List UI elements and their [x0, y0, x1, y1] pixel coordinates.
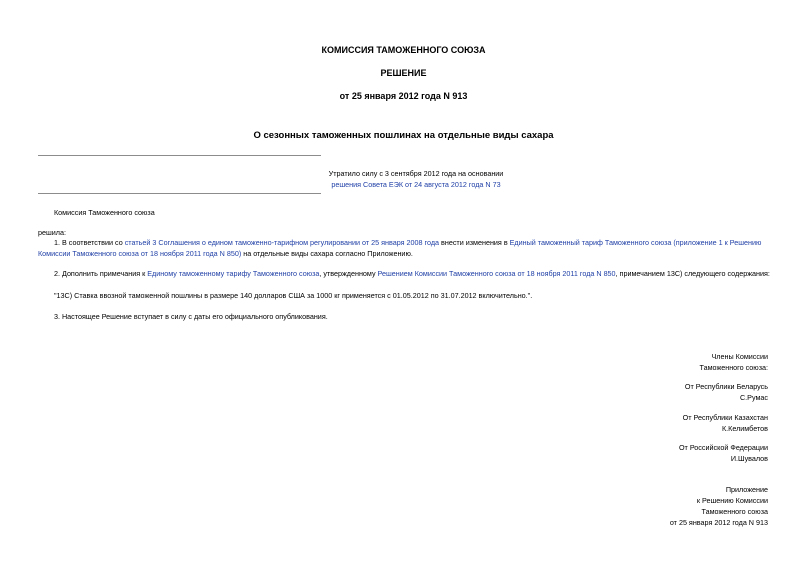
- p1-post: на отдельные виды сахара согласно Приложению.: [241, 249, 413, 258]
- p2-mid: , утвержденному: [319, 269, 378, 278]
- p1-mid: внести изменения в: [439, 238, 510, 247]
- signature-kazakhstan: [683, 412, 768, 434]
- status-link[interactable]: решения Совета ЕЭК от 24 августа 2012 года N 73: [331, 180, 501, 189]
- divider-top: [38, 155, 321, 156]
- status-block: [316, 168, 516, 190]
- doc-type-heading: РЕШЕНИЕ: [380, 68, 427, 78]
- signature-belarus: [685, 381, 768, 403]
- appendix-block: [670, 484, 768, 528]
- p1-link-agreement[interactable]: статьей 3 Соглашения о едином таможенно-тарифном регулировании от 25 января 2008 года: [124, 238, 440, 247]
- p2-link-decision[interactable]: Решением Комиссии Таможенного союза от 18 ноября 2011 года N 850: [377, 269, 616, 278]
- status-text: Утратило силу с 3 сентября 2012 года на основании: [328, 169, 504, 178]
- appendix-line-2: к Решению Комиссии: [696, 496, 768, 505]
- author-line: Комиссия Таможенного союза: [54, 208, 155, 217]
- signature-name: И.Шувалов: [730, 454, 768, 463]
- signature-country: От Республики Беларусь: [684, 382, 768, 391]
- signature-name: С.Румас: [739, 393, 768, 402]
- p2-link-tariff[interactable]: Единому таможенному тарифу Таможенного союза: [147, 269, 320, 278]
- members-line-2: Таможенного союза:: [699, 363, 768, 372]
- doc-title: О сезонных таможенных пошлинах на отдельные виды сахара: [253, 130, 554, 141]
- paragraph-2: [54, 268, 794, 279]
- appendix-line-3: Таможенного союза: [701, 507, 768, 516]
- quote-paragraph: "13С) Ставка ввозной таможенной пошлины в размере 140 долларов США за 1000 кг применяется с 01.05.2012 по 31.07.2012 включительно.".: [54, 291, 533, 300]
- divider-bottom: [38, 193, 321, 194]
- members-line-1: Члены Комиссии: [711, 352, 768, 361]
- paragraph-1: [38, 237, 773, 259]
- p2-post: , примечанием 13С) следующего содержания:: [615, 269, 770, 278]
- signature-country: От Республики Казахстан: [682, 413, 768, 422]
- signature-country: От Российской Федерации: [678, 443, 768, 452]
- org-heading: КОМИССИЯ ТАМОЖЕННОГО СОЮЗА: [321, 45, 486, 55]
- p1-pre: 1. В соответствии со: [54, 238, 125, 247]
- appendix-line-4: от 25 января 2012 года N 913: [669, 518, 768, 527]
- appendix-line-1: Приложение: [725, 485, 768, 494]
- members-block: [700, 351, 768, 373]
- p1-link-tariff[interactable]: Единый таможенный тариф Таможенного союза (приложение 1 к Решению Комиссии Таможенного союза от 18 ноября 2011 года N 850): [38, 238, 762, 258]
- paragraph-3: 3. Настоящее Решение вступает в силу с даты его официального опубликования.: [54, 312, 328, 321]
- decided-line: решила:: [38, 228, 66, 237]
- signature-name: К.Келимбетов: [721, 424, 768, 433]
- p2-pre: 2. Дополнить примечания к: [54, 269, 148, 278]
- doc-date-heading: от 25 января 2012 года N 913: [339, 91, 468, 101]
- signature-russia: [679, 442, 768, 464]
